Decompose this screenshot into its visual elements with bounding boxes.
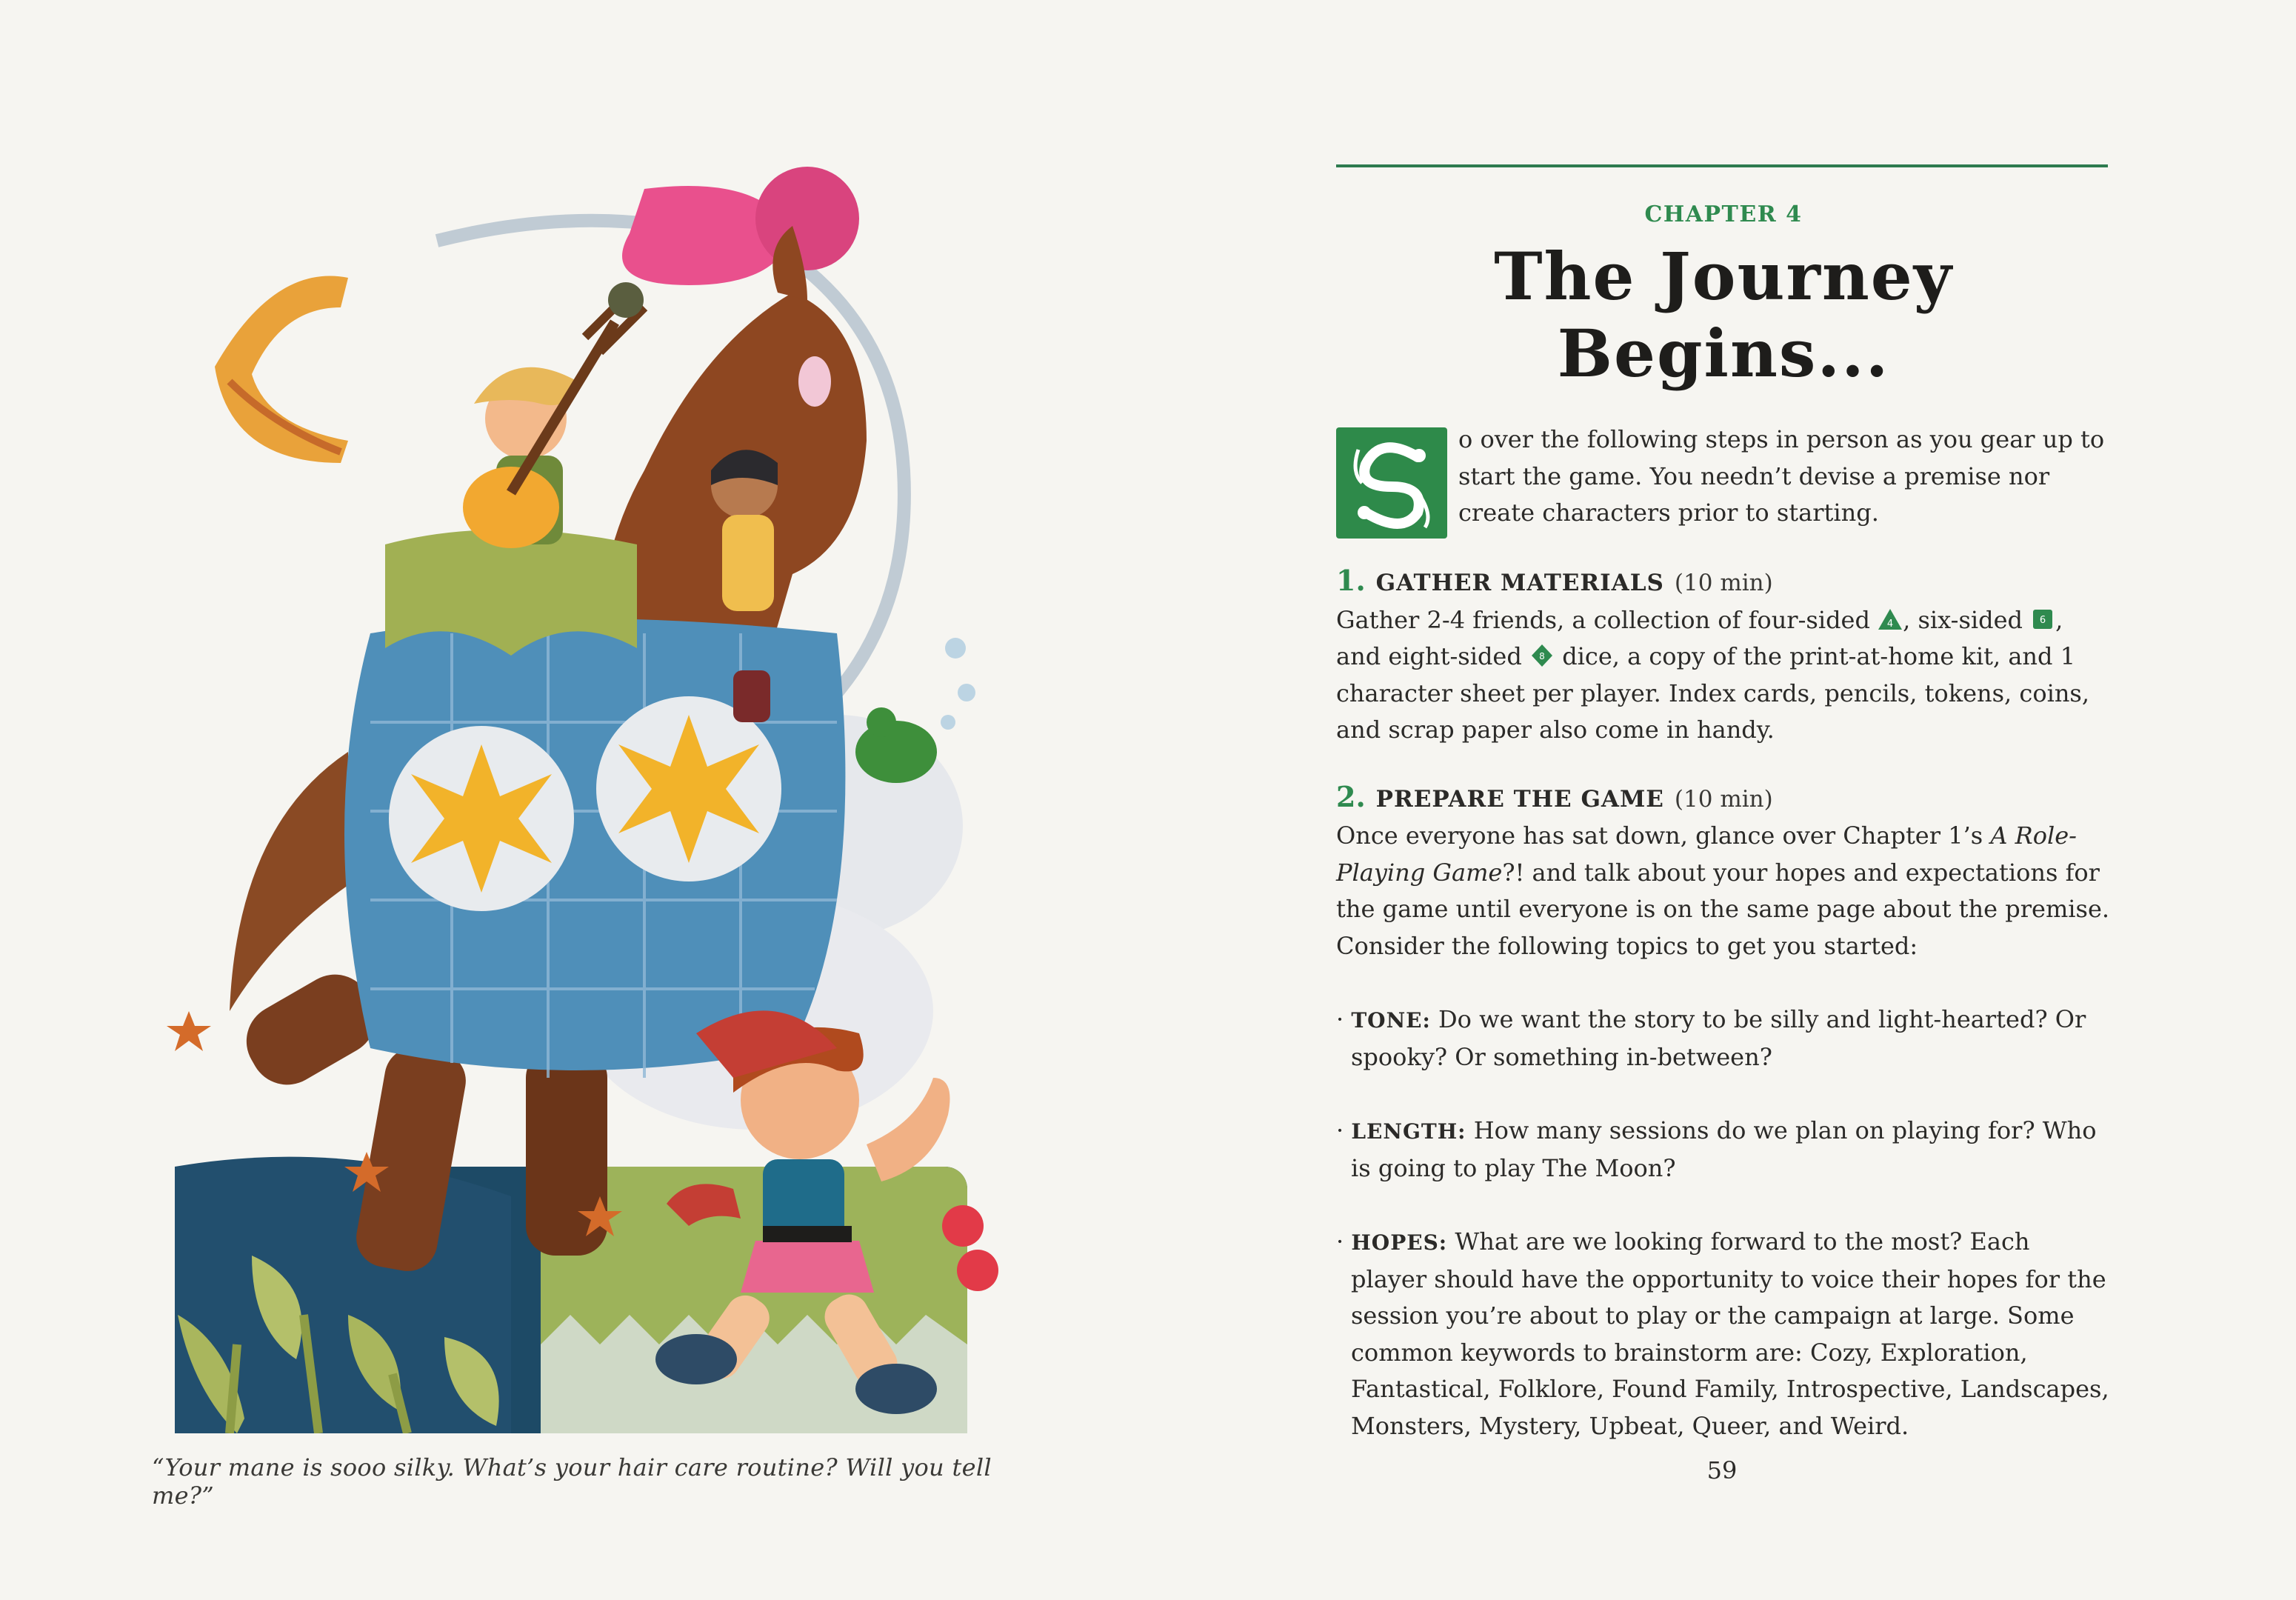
section-number: 1.: [1336, 564, 1366, 597]
chapter-label: CHAPTER 4: [1644, 201, 1803, 227]
chapter-title: The Journey Begins...: [1494, 238, 1953, 392]
topic-tone: · TONE: Do we want the story to be silly and light-hearted? Or spooky? Or something in-between?: [1336, 1005, 2086, 1071]
svg-text:8: 8: [1539, 651, 1545, 661]
ornament-icon: [1336, 427, 1447, 539]
section-time: (10 min): [1674, 570, 1773, 596]
section-time: (10 min): [1674, 785, 1773, 813]
svg-text:6: 6: [2040, 614, 2046, 626]
section-number: 2.: [1336, 779, 1366, 813]
d8-dice-icon: [1529, 644, 1555, 667]
section-prepare: [1336, 779, 2111, 965]
d6-dice-icon: [2030, 607, 2055, 631]
intro-paragraph: [1336, 421, 2111, 533]
section-text: Once everyone has sat down, glance over Chapter 1’s A Role-Playing Game?! and talk about your hopes and expectations for the game until everyone is on the same page about the premise. Consider the following topics to get you started:: [1336, 821, 2110, 960]
section-text: Gather 2-4 friends, a collection of four-sided 4 , six-sided 6 , and eight-sided 8 dice, a copy of the print-at-home kit, and 1 character sheet per player. Index cards, pencils, tokens, coins, and scrap paper also come in handy.: [1336, 605, 2090, 744]
d4-dice-icon: [1878, 607, 1903, 631]
intro-text: o over the following steps in person as you gear up to start the game. You needn’t devise a premise nor create characters prior to starting.: [1458, 425, 2105, 527]
drop-cap-s: [1336, 427, 1447, 539]
illustration-caption: “Your mane is sooo silky. What’s your hair care routine? Will you tell me?”: [152, 1453, 992, 1510]
section-title: GATHER MATERIALS: [1375, 570, 1664, 596]
section-title: PREPARE THE GAME: [1375, 785, 1664, 813]
horse-illustration: [126, 159, 1000, 1433]
topic-length: · LENGTH: How many sessions do we plan on playing for? Who is going to play The Moon?: [1336, 1116, 2097, 1182]
section-gather: [1336, 562, 2111, 749]
chapter-page: [1336, 164, 2111, 1444]
svg-text:4: 4: [1887, 618, 1894, 630]
top-rule: [1336, 164, 2108, 167]
topic-hopes: · HOPES: What are we looking forward to the most? Each player should have the opportunity to voice their hopes for the session you’re about to play or the campaign at large. Some common keywords to brainstorm are: Cozy, Exploration, Fantastical, Folklore, Found Family, Introspective, Landscapes, Monsters, Mystery, Upbeat, Queer, and Weird.: [1336, 1227, 2109, 1440]
page-number: 59: [1706, 1456, 1738, 1484]
